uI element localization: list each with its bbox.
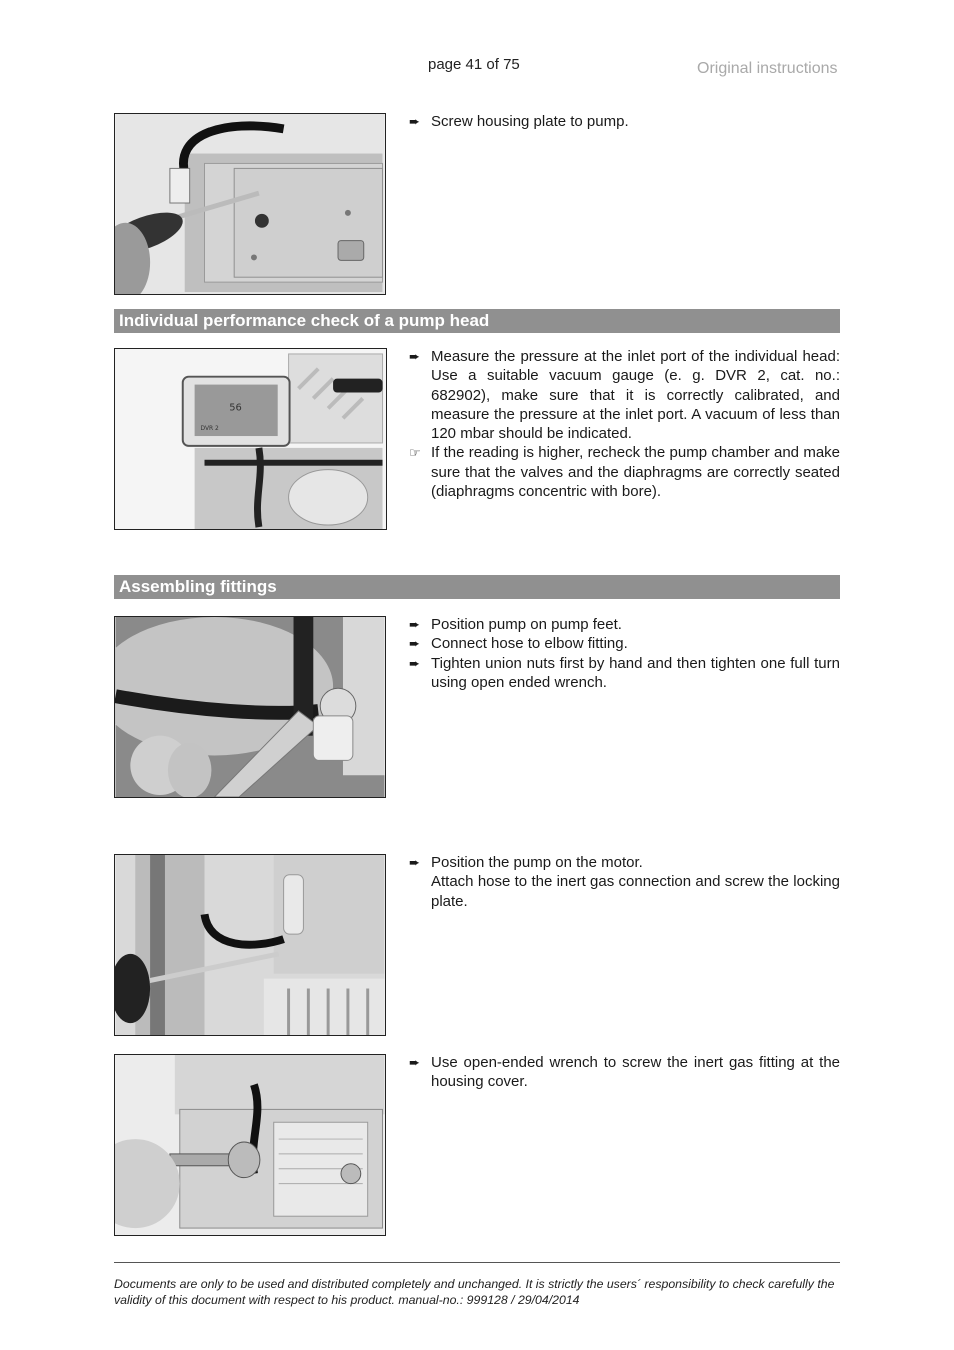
step-text: Tighten union nuts first by hand and then tighten one full turn using open ended wrench. — [431, 654, 840, 691]
pointing-hand-icon: ☞ — [409, 445, 421, 461]
step-continuation-text: Attach hose to the inert gas connection and screw the locking plate. — [431, 873, 840, 910]
right-arrow-icon: ➨ — [409, 617, 420, 632]
gauge-model-label: DVR 2 — [200, 425, 219, 433]
assembling-fittings-steps — [409, 615, 840, 692]
photo-housing-plate — [114, 113, 386, 295]
page-number: page 41 of 75 — [428, 56, 520, 73]
photo-elbow-fitting — [114, 616, 386, 798]
housing-plate-illustration — [115, 114, 385, 294]
step-item — [409, 1053, 840, 1092]
step-text: Position the pump on the motor. — [431, 854, 643, 871]
note-item — [409, 443, 840, 501]
right-arrow-icon: ➨ — [409, 655, 420, 671]
right-arrow-icon: ➨ — [409, 349, 420, 364]
footer-disclaimer: Documents are only to be used and distributed completely and unchanged. It is strictly the users´ responsibility to check carefully the validity of this document with respect to his product. manual-no.: 999128 / 29/04/2014 — [114, 1277, 835, 1307]
step-item — [409, 615, 840, 634]
step-item — [409, 654, 840, 693]
right-arrow-icon: ➨ — [409, 114, 420, 129]
right-arrow-icon: ➨ — [409, 636, 420, 652]
step-text: Measure the pressure at the inlet port of the individual head: Use a suitable vacuum gauge (e. g. DVR 2, cat. no.: 682902), make sure that it is correctly calibrated, and measure the pressure at the inlet port. A vacuum of less than 120 mbar should be indicated. — [431, 348, 840, 443]
pump-on-motor-illustration — [115, 855, 385, 1035]
inert-gas-steps — [409, 1053, 840, 1092]
photo-inert-gas-fitting — [114, 1054, 386, 1236]
right-arrow-icon: ➨ — [409, 1055, 420, 1070]
housing-plate-steps — [409, 112, 840, 131]
step-item — [409, 853, 840, 911]
step-text: Screw housing plate to pump. — [431, 113, 629, 130]
document-label: Original instructions — [697, 60, 838, 77]
photo-pump-on-motor — [114, 854, 386, 1036]
gauge-reading: 56 — [229, 402, 242, 414]
step-item — [409, 634, 840, 653]
right-arrow-icon: ➨ — [409, 855, 420, 870]
step-item — [409, 347, 840, 443]
section-heading-assembling-fittings: Assembling fittings — [114, 575, 840, 599]
step-text: Use open-ended wrench to screw the inert gas fitting at the housing cover. — [431, 1054, 840, 1091]
photo-vacuum-gauge — [114, 348, 387, 530]
note-text: If the reading is higher, recheck the pump chamber and make sure that the valves and the diaphragms are correctly seated (diaphragms concentric with bore). — [431, 444, 840, 501]
pump-on-motor-steps — [409, 853, 840, 911]
step-item — [409, 112, 840, 131]
step-text: Position pump on pump feet. — [431, 616, 622, 633]
elbow-fitting-illustration — [115, 617, 385, 797]
section-heading-performance-check: Individual performance check of a pump head — [114, 309, 840, 333]
inert-gas-fitting-illustration — [115, 1055, 385, 1235]
vacuum-gauge-illustration — [115, 349, 386, 529]
step-text: Connect hose to elbow fitting. — [431, 635, 628, 653]
footer-divider — [114, 1262, 840, 1263]
performance-check-steps — [409, 347, 840, 501]
